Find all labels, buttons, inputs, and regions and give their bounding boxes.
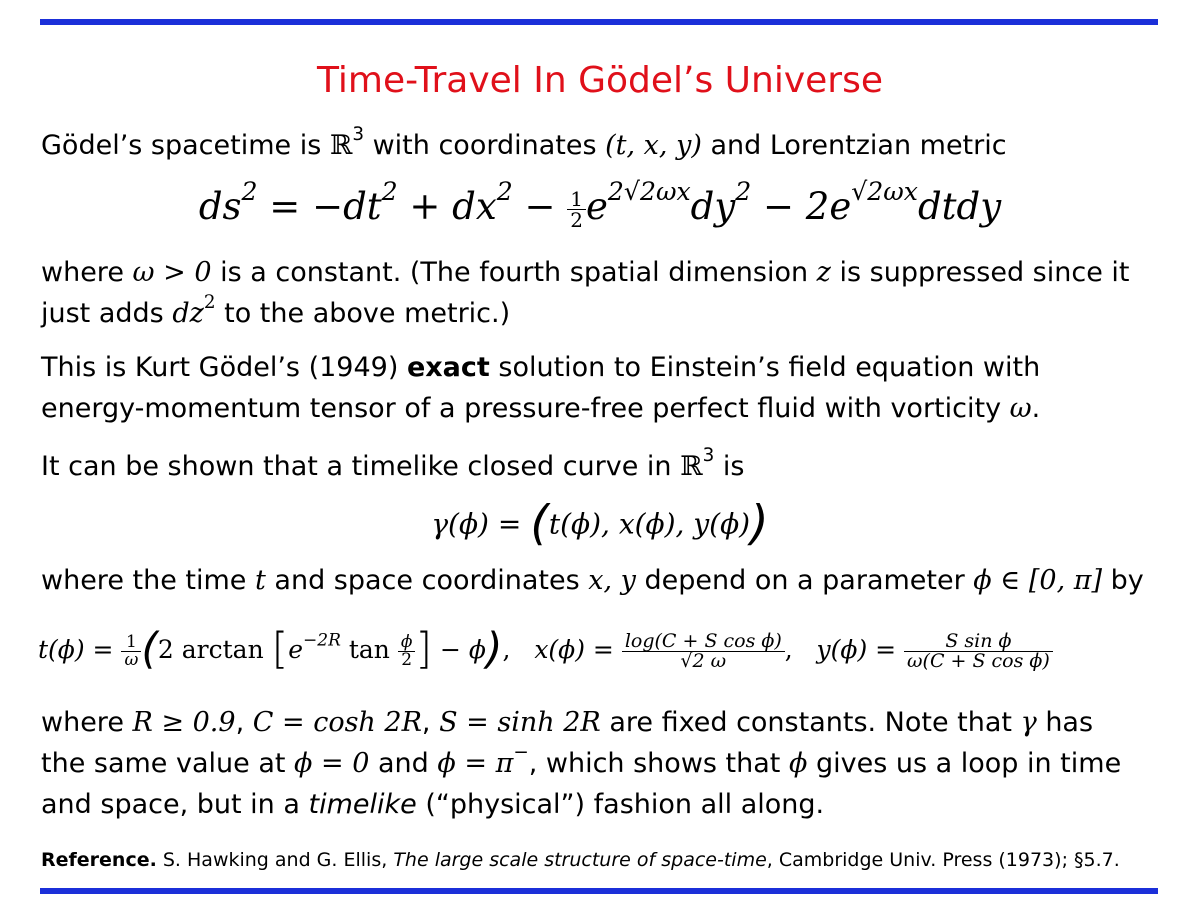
right-bracket: ]: [415, 625, 433, 675]
r-condition: R ≥ 0.9: [132, 707, 236, 738]
p3-text: energy-momentum tensor of a pressure-free perfect fluid with vorticity: [41, 393, 1010, 424]
p6-text: has: [1036, 707, 1094, 738]
p3-text: This is Kurt Gödel’s (1949): [41, 352, 407, 383]
x-numerator: log(C + S cos ϕ): [622, 632, 785, 652]
p4-text: It can be shown that a timelike closed curve in: [41, 451, 681, 482]
t-right-paren: ): [485, 625, 503, 675]
p6-text: where: [41, 707, 133, 738]
dz-term: dz: [172, 298, 204, 329]
metric-dtdy: dtdy: [918, 185, 1002, 228]
curve-intro: [41, 446, 1166, 487]
x-denominator: √2 ω: [680, 650, 727, 672]
metric-minus: −: [512, 185, 568, 228]
t-e-exponent: −2R: [303, 630, 341, 651]
intro-text: Gödel’s spacetime is: [41, 130, 330, 161]
bottom-rule: [40, 888, 1158, 894]
metric-exp: 2: [241, 177, 258, 207]
t-frac-num: 1: [121, 634, 141, 652]
reference-authors: S. Hawking and G. Ellis,: [156, 849, 394, 871]
y-denominator: ω(C + S cos ϕ): [907, 650, 1050, 672]
t-fraction: [121, 634, 141, 669]
p5-text: depend on a parameter: [635, 565, 974, 596]
xy-variables: x, y: [588, 565, 636, 596]
page-title: Time-Travel In Gödel’s Universe: [316, 60, 883, 101]
t-frac-den: ω: [124, 650, 139, 670]
reference-book-title: The large scale structure of space-time: [393, 849, 767, 871]
p3-text: .: [1031, 393, 1041, 424]
dz-exp: 2: [203, 292, 216, 314]
reference-publisher: , Cambridge Univ. Press (1973); §5.7.: [766, 849, 1120, 871]
p3-text: solution to Einstein’s field equation with: [489, 352, 1041, 383]
s-definition: S = sinh 2R: [439, 707, 601, 738]
metric-exp: 2: [381, 177, 398, 207]
p2-text: is suppressed since it: [830, 257, 1130, 288]
coordinates: (t, x, y): [605, 130, 702, 161]
comma: ,: [502, 635, 511, 664]
comma: ,: [784, 635, 793, 664]
reals-symbol: ℝ: [680, 451, 703, 482]
p2-text: where: [41, 257, 133, 288]
half-fraction: [567, 189, 586, 230]
p5-text: by: [1102, 565, 1144, 596]
y-lhs: y(ϕ) =: [816, 635, 905, 664]
separator: ,: [421, 707, 440, 738]
metric-term-dx: + dx: [397, 185, 497, 228]
p2-text: is a constant. (The fourth spatial dimension: [211, 257, 817, 288]
metric-exp: 2: [496, 177, 513, 207]
p6-text: gives us a loop in time: [807, 748, 1122, 779]
omega-paragraph: [41, 252, 1166, 334]
half-den: 2: [570, 208, 584, 232]
metric-e2-exponent: √2ωx: [851, 177, 918, 207]
p6-text: (“physical”) fashion all along.: [416, 789, 825, 820]
x-fraction: [622, 632, 785, 671]
p6-text: and space, but in a: [41, 789, 309, 820]
phi-symbol: ϕ: [788, 748, 808, 779]
phi-half-fraction: [398, 634, 416, 669]
metric-term-2e: − 2e: [751, 185, 852, 228]
phi-pi: ϕ = π: [437, 748, 514, 779]
two-den: 2: [401, 650, 413, 670]
p5-text: and space coordinates: [265, 565, 589, 596]
y-fraction: [904, 632, 1053, 671]
exact-bold: exact: [406, 352, 490, 383]
two-arctan: 2 arctan: [157, 635, 264, 664]
parameter-paragraph: [41, 560, 1166, 601]
p6-text: , which shows that: [528, 748, 789, 779]
t-lhs: t(ϕ) =: [38, 635, 122, 664]
gamma-eq: =: [488, 507, 531, 541]
gamma-components: t(ϕ), x(ϕ), y(ϕ): [548, 507, 751, 541]
p6-text: the same value at: [41, 748, 295, 779]
constants-paragraph: [41, 702, 1166, 825]
separator: ,: [235, 707, 253, 738]
metric-ds: ds: [198, 185, 242, 228]
omega-symbol: ω: [1009, 393, 1032, 424]
metric-exp: 2: [735, 177, 752, 207]
minus-phi: − ϕ: [432, 635, 486, 664]
metric-equation: [0, 177, 1200, 232]
omega-condition: ω > 0: [132, 257, 212, 288]
reference-line: [41, 849, 1120, 871]
gamma-symbol: γ: [1020, 707, 1037, 738]
metric-e: e: [586, 185, 608, 228]
p5-text: where the time: [41, 565, 255, 596]
phi-range: ϕ ∈ [0, π]: [973, 565, 1103, 596]
half-num: 1: [567, 189, 586, 210]
dimension-exponent: 3: [702, 445, 715, 467]
godel-paragraph: [41, 347, 1166, 429]
gamma-lhs: γ(ϕ): [431, 507, 489, 541]
metric-term-dt: = −dt: [257, 185, 382, 228]
gamma-equation: [0, 496, 1200, 551]
p6-text: and: [369, 748, 438, 779]
intro-paragraph: [41, 125, 1166, 166]
t-left-paren: (: [141, 625, 158, 675]
parametric-formulas: [38, 620, 1163, 680]
p2-text: just adds: [41, 298, 173, 329]
tan-label: tan: [340, 635, 398, 664]
p6-text: are fixed constants. Note that: [600, 707, 1021, 738]
intro-text-3: and Lorentzian metric: [701, 130, 1007, 161]
phi-num: ϕ: [398, 634, 416, 652]
reals-symbol: ℝ: [329, 130, 353, 161]
timelike-italic: timelike: [308, 789, 417, 820]
right-paren: ): [750, 496, 769, 551]
p2-text: to the above metric.): [215, 298, 511, 329]
left-bracket: [: [271, 625, 289, 675]
phi-zero: ϕ = 0: [294, 748, 370, 779]
c-definition: C = cosh 2R: [252, 707, 422, 738]
t-e: e: [288, 635, 304, 664]
top-rule: [40, 19, 1158, 25]
intro-text-2: with coordinates: [364, 130, 606, 161]
t-variable: t: [254, 565, 266, 596]
y-numerator: S sin ϕ: [904, 632, 1053, 652]
left-paren: (: [530, 496, 549, 551]
pi-minus-sup: −: [513, 742, 529, 764]
metric-dy: dy: [690, 185, 736, 228]
p4-text: is: [714, 451, 745, 482]
x-lhs: x(ϕ) =: [534, 635, 622, 664]
metric-e-exponent: 2√2ωx: [607, 177, 691, 207]
dimension-exponent: 3: [352, 124, 365, 146]
reference-label: Reference.: [41, 849, 157, 871]
z-variable: z: [816, 257, 831, 288]
